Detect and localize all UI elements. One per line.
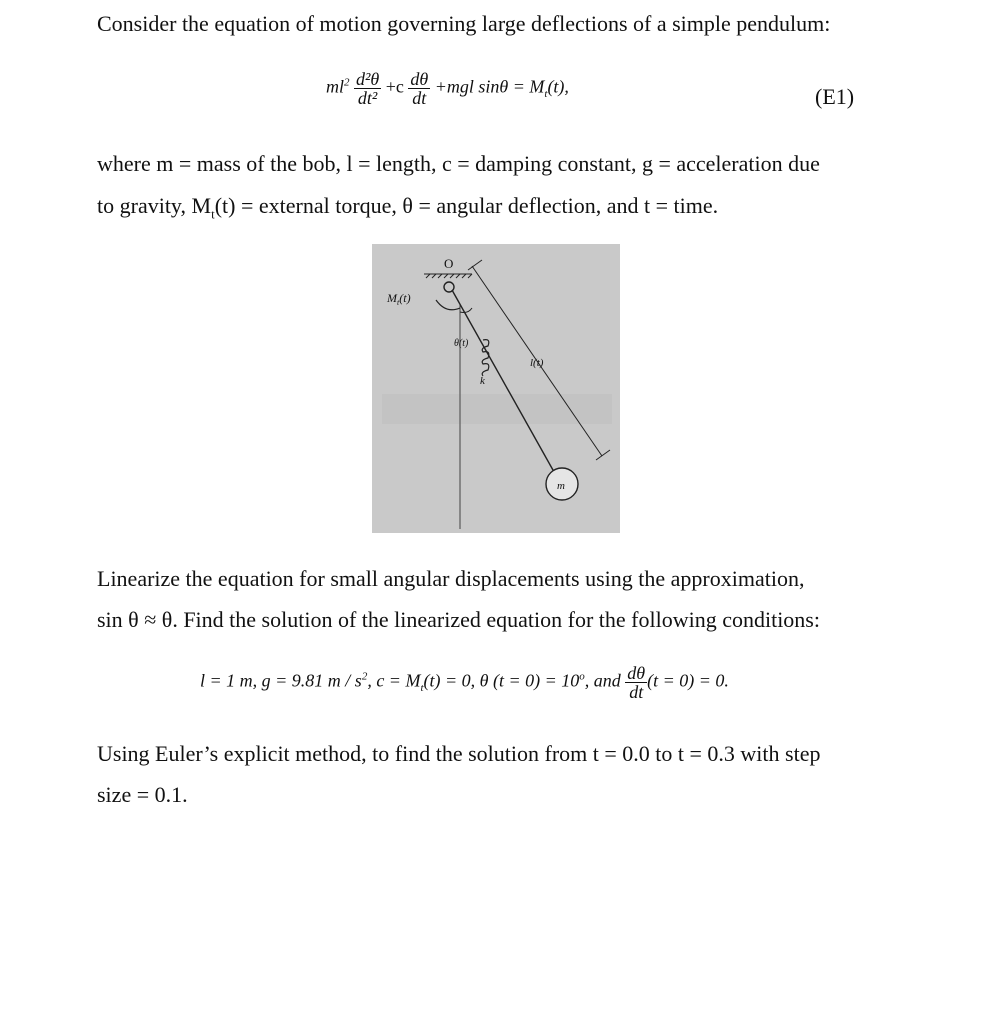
pendulum-diagram [372,244,620,533]
cond-frac-den: dt [625,682,647,701]
cond-part4: , and [584,670,626,691]
label-m: m [557,480,565,492]
euler-line-2: size = 0.1. [97,782,188,807]
cond-part5: (t = 0) = 0. [647,670,729,691]
figure-background [372,244,620,533]
eq-plus-c: +c [385,76,404,97]
eq-rest-sub: t [544,88,548,101]
eq-frac-second-derivative [354,70,381,107]
cond-part2-sub: t [420,682,424,695]
where-line-2 [97,193,718,222]
eq-rest-tail: (t), [547,76,569,97]
intro-text: Consider the equation of motion governing large deflections of a simple pendulum: [97,11,831,36]
eq-lead: ml [326,76,344,97]
eq-frac2-num: dθ [410,69,429,89]
pendulum-figure [372,244,620,533]
euler-line-1: Using Euler’s explicit method, to find the solution from t = 0.0 to t = 0.3 with step [97,741,821,766]
where-line-2-b: (t) = external torque, θ = angular deflection, and t = time. [214,193,719,218]
cond-part2: , c = M [367,670,421,691]
eq-rest: +mgl sinθ = M [434,76,545,97]
cond-part3: (t) = 0, θ (t = 0) = 10 [423,670,580,691]
eq-frac-first-derivative [408,70,430,107]
cond-part1: l = 1 m, g = 9.81 m / s [200,670,362,691]
where-line-2-a: to gravity, M [97,193,212,218]
cond-frac [625,664,647,701]
label-k: k [480,375,485,387]
cond-part1-sup: 2 [361,670,368,683]
linearize-line-2: sin θ ≈ θ. Find the solution of the linearized equation for the following conditions: [97,607,820,632]
cond-frac-num: dθ [627,663,646,683]
equation-label: (E1) [815,84,855,109]
where-line-2-sub: t [211,206,215,222]
label-O: O [444,256,454,271]
conditions-equation [200,664,729,701]
eq-frac1-den: dt² [354,88,381,107]
label-theta: θ(t) [454,338,469,349]
where-line-1: where m = mass of the bob, l = length, c = damping constant, g = acceleration due [97,151,820,176]
label-l: l(t) [530,357,544,369]
equation-e1 [326,70,569,107]
linearize-line-1: Linearize the equation for small angular displacements using the approximation, [97,566,805,591]
label-Mt: $M_t(t)$ [387,291,411,307]
eq-lead-sup: 2 [344,76,350,89]
eq-frac1-num: d²θ [356,69,380,89]
cond-part3-sup: o [579,670,585,683]
eq-frac2-den: dt [408,88,430,107]
